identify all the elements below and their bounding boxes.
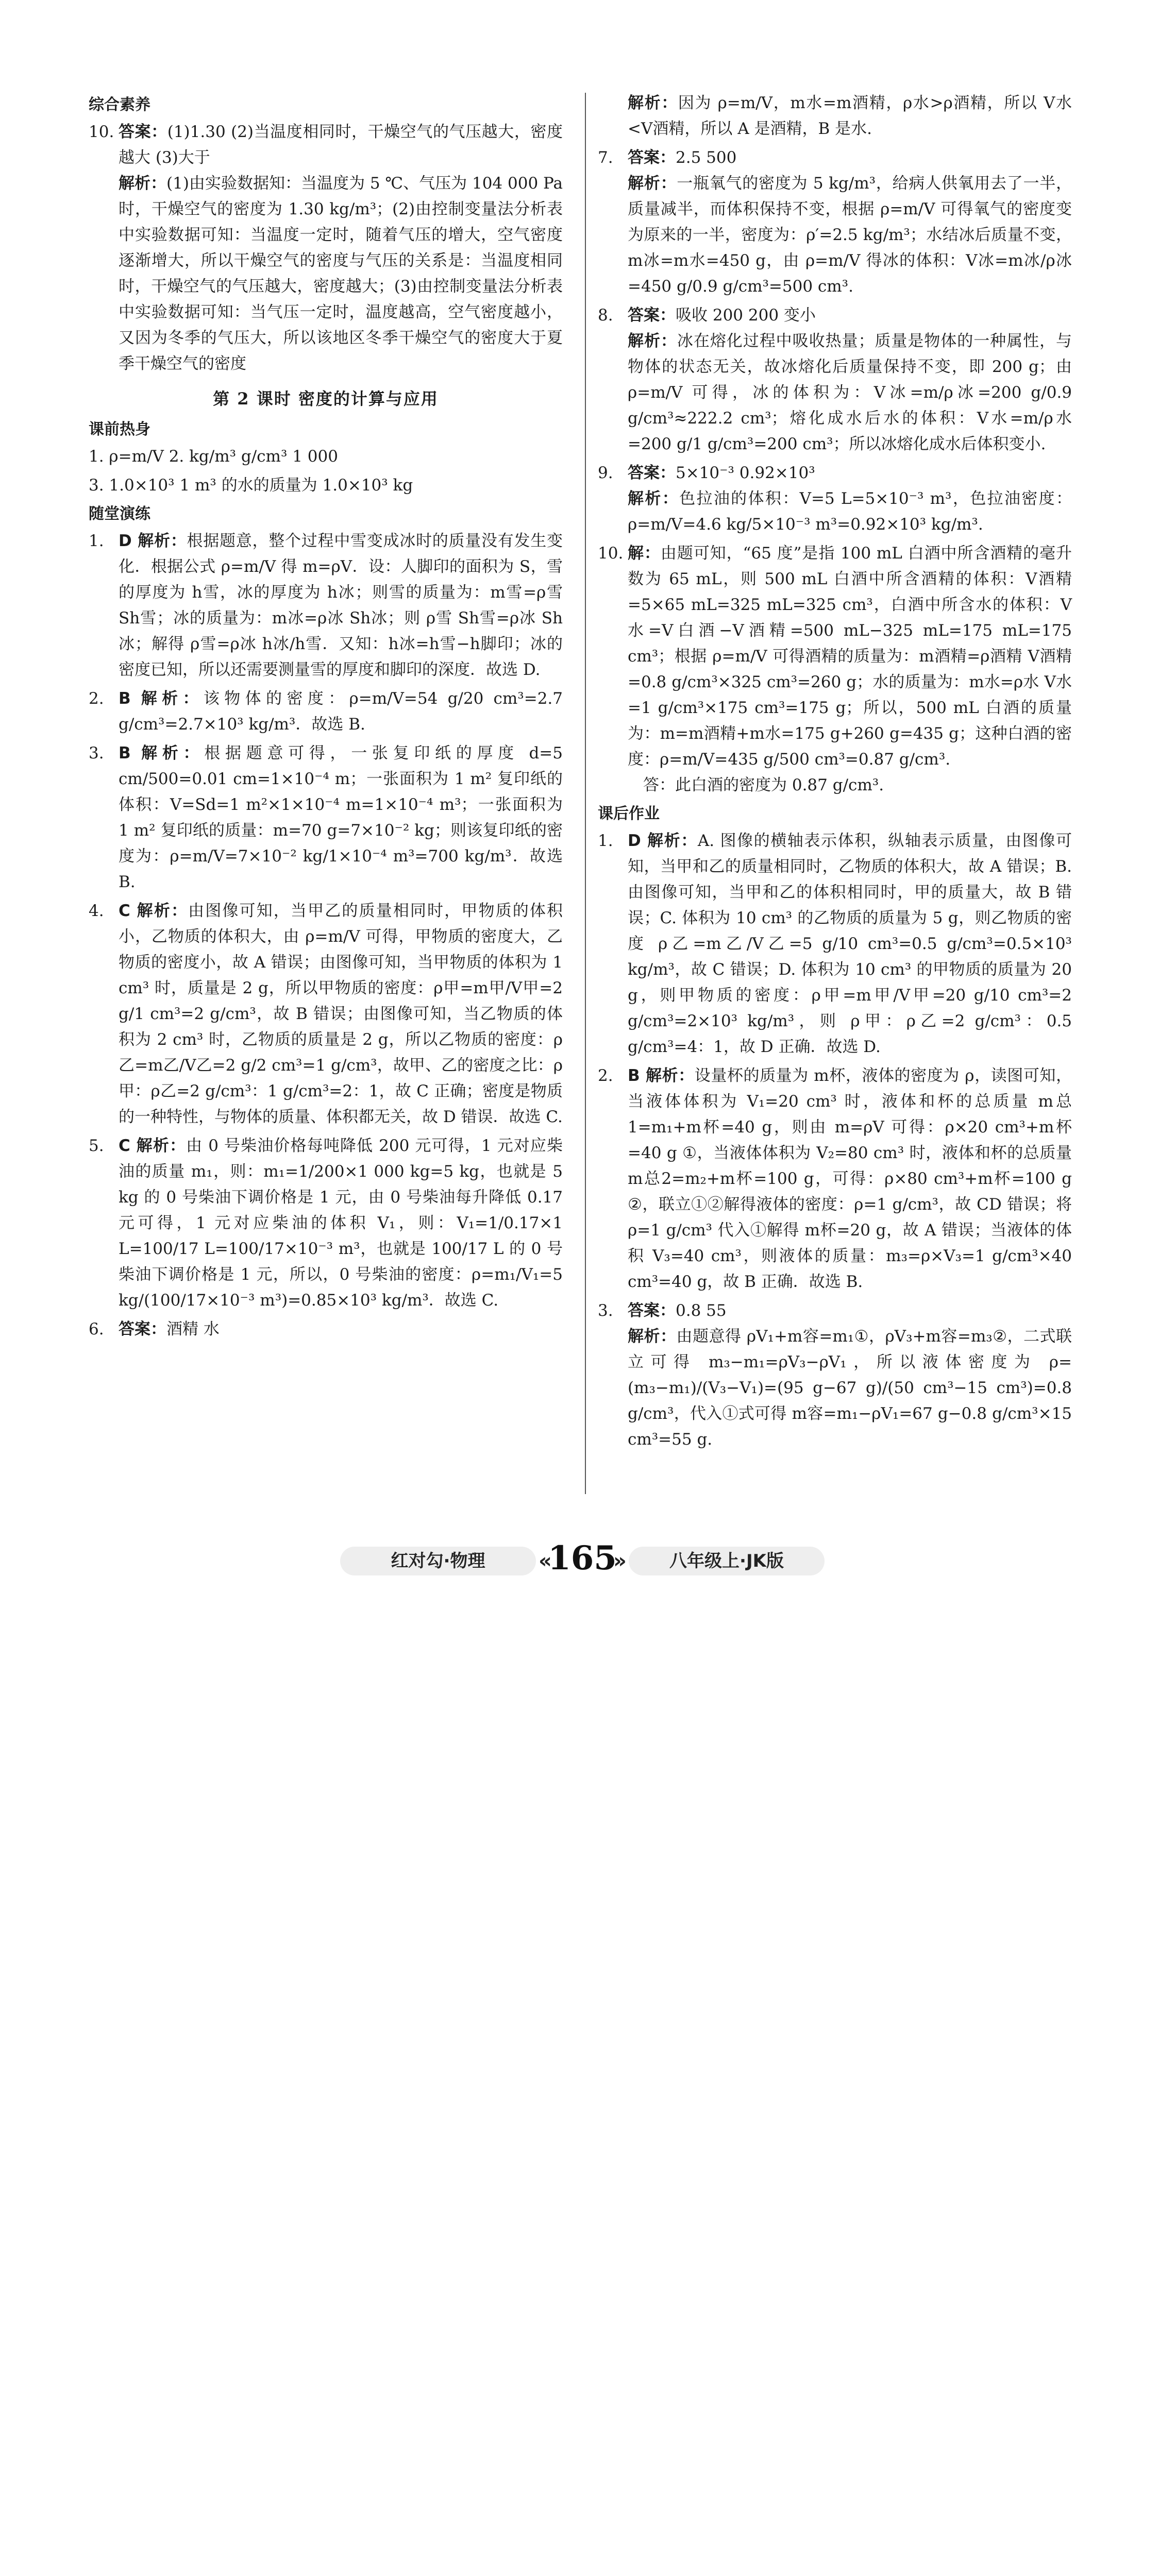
question-number: 3. bbox=[598, 1301, 613, 1320]
answer-label: C 解析： bbox=[119, 1137, 187, 1155]
question-number: 8. bbox=[598, 306, 613, 325]
practice-10 bbox=[598, 540, 1072, 798]
practice-4 bbox=[89, 898, 563, 1130]
question-number: 1. bbox=[89, 532, 104, 550]
right-column bbox=[598, 90, 1072, 1455]
explanation-text: 由题意得 ρV₁+m容=m₁①，ρV₃+m容=m₃②，二式联立可得 m₃−m₁=ρV₃−ρV₁，所以液体密度为 ρ=(m₃−m₁)/(V₃−V₁)=(95 g−67 g)/(50 cm³−15 cm³)=0.8 g/cm³，代入①式可得 m容=m₁−ρV₁=67 g−0.8 g/cm³×15 cm³=55 g. bbox=[628, 1327, 1072, 1449]
final-answer: 答：此白酒的密度为 0.87 g/cm³. bbox=[643, 776, 884, 794]
warmup-line-3: 3. 1.0×10³ 1 m³ 的水的质量为 1.0×10³ kg bbox=[89, 476, 413, 495]
question-number: 10. bbox=[89, 123, 114, 141]
question-number: 2. bbox=[89, 689, 104, 708]
lesson-title: 第 2 课时 密度的计算与应用 bbox=[213, 389, 439, 409]
practice-7 bbox=[598, 145, 1072, 299]
answer-label: 答案： bbox=[119, 123, 167, 141]
explanation-text: 设量杯的质量为 m杯，液体的密度为 ρ，读图可知，当液体体积为 V₁=20 cm³ 时，液体和杯的总质量 m总1=m₁+m杯=40 g，则由 m=ρV 可得：ρ×20 cm³+m杯=40 g ①，当液体体积为 V₂=80 cm³ 时，液体和杯的总质量 m总2=m₂+m杯=100 g，可得：ρ×80 cm³+m杯=100 g ②，联立①②解得液体的密度：ρ=1 g/cm³，故 CD 错误；将 ρ=1 g/cm³ 代入①解得 m杯=20 g，故 A 错误；当液体的体积 V₃=40 cm³，则液体的质量：m₃=ρ×V₃=1 g/cm³×40 cm³=40 g，故 B 正确．故选 B. bbox=[628, 1066, 1072, 1291]
answer-label: 答案： bbox=[628, 306, 676, 325]
question-number: 3. bbox=[89, 744, 104, 762]
explanation-text: 由 0 号柴油价格每吨降低 200 元可得，1 元对应柴油的质量 m₁，则：m₁=1/200×1 000 kg=5 kg，也就是 5 kg 的 0 号柴油下调价格是 1 元，由 0 号柴油每升降低 0.17 元可得，1 元对应柴油的体积 V₁，则：V₁=1/0.17×1 L=100/17 L=100/17×10⁻³ m³，也就是 100/17 L 的 0 号柴油下调价格是 1 元，所以，0 号柴油的密度：ρ=m₁/V₁=5 kg/(100/17×10⁻³ m³)=0.85×10³ kg/m³．故选 C. bbox=[119, 1137, 563, 1310]
answer-label: B 解析： bbox=[119, 744, 205, 762]
section-heading: 随堂演练 bbox=[89, 505, 150, 523]
practice-2 bbox=[89, 686, 563, 737]
answer-label: 答案： bbox=[628, 464, 676, 482]
explanation-label: 解析： bbox=[628, 1327, 677, 1346]
explanation-text: 由图像可知，当甲乙的质量相同时，甲物质的体积小，乙物质的体积大，由 ρ=m/V 可得，甲物质的密度大，乙物质的密度小，故 A 错误；由图像可知，当甲物质的体积为 1 cm³ 时，质量是 2 g，所以甲物质的密度：ρ甲=m甲/V甲=2 g/1 cm³=2 g/cm³，故 B 错误；由图像可知，当乙物质的体积为 2 cm³ 时，乙物质的质量是 2 g，所以乙物质的密度：ρ乙=m乙/V乙=2 g/2 cm³=1 g/cm³，故甲、乙的密度之比：ρ甲：ρ乙=2 g/cm³：1 g/cm³=2：1，故 C 正确；密度是物质的一种特性，与物体的质量、体积都无关，故 D 错误．故选 C. bbox=[119, 902, 563, 1126]
answer-text: 吸收 200 200 变小 bbox=[676, 306, 816, 325]
question-number: 6. bbox=[89, 1320, 104, 1338]
explanation-text: 该物体的密度：ρ=m/V=54 g/20 cm³=2.7 g/cm³=2.7×10³ kg/m³．故选 B. bbox=[119, 689, 563, 734]
homework-2 bbox=[598, 1063, 1072, 1295]
question-10 bbox=[89, 119, 563, 377]
answer-label: 答案： bbox=[119, 1320, 166, 1338]
answer-text: (1)1.30 (2)当温度相同时，干燥空气的气压越大，密度越大 (3)大于 bbox=[119, 123, 563, 167]
answer-label: 答案： bbox=[628, 1301, 676, 1320]
solution-text: 由题可知，“65 度”是指 100 mL 白酒中所含酒精的毫升数为 65 mL，则 500 mL 白酒中所含酒精的体积：V酒精=5×65 mL=325 mL=325 cm³，白酒中所含水的体积：V水=V白酒−V酒精=500 mL−325 mL=175 mL=175 cm³；根据 ρ=m/V 可得酒精的质量为：m酒精=ρ酒精 V酒精=0.8 g/cm³×325 cm³=260 g；水的质量为：m水=ρ水 V水=1 g/cm³×175 cm³=175 g；所以，500 mL 白酒的质量为：m=m酒精+m水=175 g+260 g=435 g；这种白酒的密度：ρ=m/V=435 g/500 cm³=0.87 g/cm³. bbox=[628, 544, 1072, 769]
answer-text: 5×10⁻³ 0.92×10³ bbox=[676, 464, 815, 482]
practice-1 bbox=[89, 528, 563, 683]
answer-text: 酒精 水 bbox=[166, 1320, 220, 1338]
question-number: 10. bbox=[598, 544, 624, 563]
explanation-text: 根据题意，整个过程中雪变成冰时的质量没有发生变化．根据公式 ρ=m/V 得 m=ρV．设：人脚印的面积为 S，雪的厚度为 h雪，冰的厚度为 h冰；则雪的质量为：m雪=ρ雪 Sh雪；冰的质量为：m冰=ρ冰 Sh冰；则 ρ雪 Sh雪=ρ冰 Sh冰；解得 ρ雪=ρ冰 h冰/h雪．又知：h冰=h雪−h脚印；冰的密度已知，所以还需要测量雪的厚度和脚印的深度．故选 D. bbox=[119, 532, 563, 679]
explanation-label: 解析： bbox=[119, 174, 167, 193]
explanation-text: A. 图像的横轴表示体积，纵轴表示质量，由图像可知，当甲和乙的质量相同时，乙物质的体积大，故 A 错误；B. 由图像可知，当甲和乙的体积相同时，甲的质量大，故 B 错误；C. 体积为 10 cm³ 的乙物质的质量为 5 g，则乙物质的密度 ρ乙=m乙/V乙=5 g/10 cm³=0.5 g/cm³=0.5×10³ kg/m³，故 C 错误；D. 体积为 10 cm³ 的甲物质的质量为 20 g，则甲物质的密度：ρ甲=m甲/V甲=20 g/10 cm³=2 g/cm³=2×10³ kg/m³，则 ρ甲：ρ乙=2 g/cm³：0.5 g/cm³=4：1，故 D 正确．故选 D. bbox=[628, 832, 1072, 1056]
page-footer bbox=[0, 1535, 1159, 1582]
warmup-line-1: 1. ρ=m/V 2. kg/m³ g/cm³ 1 000 bbox=[89, 447, 338, 466]
question-number: 5. bbox=[89, 1137, 104, 1155]
homework-1 bbox=[598, 828, 1072, 1060]
question-number: 1. bbox=[598, 832, 613, 850]
explanation-text: 色拉油的体积：V=5 L=5×10⁻³ m³，色拉油密度：ρ=m/V=4.6 kg/5×10⁻³ m³=0.92×10³ kg/m³. bbox=[628, 489, 1072, 534]
question-number: 4. bbox=[89, 902, 104, 920]
explanation-label: 解析： bbox=[628, 94, 678, 112]
explanation-text: 因为 ρ=m/V，m水=m酒精，ρ水>ρ酒精，所以 V水<V酒精，所以 A 是酒精，B 是水. bbox=[628, 94, 1072, 138]
answer-label: B 解析： bbox=[119, 689, 204, 708]
practice-5 bbox=[89, 1133, 563, 1313]
answer-text: 0.8 55 bbox=[676, 1301, 727, 1320]
question-number: 9. bbox=[598, 464, 613, 482]
answer-text: 2.5 500 bbox=[676, 148, 737, 167]
section-heading: 综合素养 bbox=[89, 96, 150, 114]
explanation-label: 解析： bbox=[628, 489, 680, 508]
answer-label: C 解析： bbox=[119, 902, 189, 920]
chevron-left-icon: « bbox=[539, 1549, 552, 1573]
section-heading: 课后作业 bbox=[598, 805, 660, 823]
footer-grade-label: 八年级上·JK版 bbox=[629, 1547, 825, 1575]
column-divider bbox=[585, 93, 586, 1494]
explanation-text: 根据题意可得，一张复印纸的厚度 d=5 cm/500=0.01 cm=1×10⁻⁴ m；一张面积为 1 m² 复印纸的体积：V=Sd=1 m²×1×10⁻⁴ m=1×10⁻⁴ m³；一张面积为 1 m² 复印纸的质量：m=70 g=7×10⁻² kg；则该复印纸的密度为：ρ=m/V=7×10⁻² kg/1×10⁻⁴ m³=700 kg/m³．故选 B. bbox=[119, 744, 563, 891]
footer-book-label: 红对勾·物理 bbox=[340, 1547, 536, 1575]
explanation-label: 解析： bbox=[628, 174, 677, 193]
left-column bbox=[89, 90, 563, 1345]
explanation-text: 冰在熔化过程中吸收热量；质量是物体的一种属性，与物体的状态无关，故冰熔化后质量保持不变，即 200 g；由 ρ=m/V 可得，冰的体积为：V冰=m/ρ冰=200 g/0.9 g/cm³≈222.2 cm³；熔化成水后水的体积：V水=m/ρ水=200 g/1 g/cm³=200 cm³；所以冰熔化成水后体积变小. bbox=[628, 332, 1072, 453]
section-heading: 课前热身 bbox=[89, 420, 150, 438]
practice-3 bbox=[89, 740, 563, 895]
answer-label: B 解析： bbox=[628, 1066, 695, 1085]
practice-8 bbox=[598, 302, 1072, 457]
question-number: 2. bbox=[598, 1066, 613, 1085]
solution-label: 解： bbox=[628, 544, 661, 563]
question-number: 7. bbox=[598, 148, 613, 167]
answer-label: D 解析： bbox=[119, 532, 187, 550]
explanation-text: (1)由实验数据知：当温度为 5 ℃、气压为 104 000 Pa 时，干燥空气的密度为 1.30 kg/m³；(2)由控制变量法分析表中实验数据可知：当温度一定时，随着气压的增大，空气密度逐渐增大，所以干燥空气的密度与气压的关系是：当温度相同时，干燥空气的气压越大，密度越大；(3)由控制变量法分析表中实验数据可知：当气压一定时，温度越高，空气密度越小，又因为冬季的气压大，所以该地区冬季干燥空气的密度大于夏季干燥空气的密度 bbox=[119, 174, 563, 373]
answer-label: 答案： bbox=[628, 148, 676, 167]
explanation-label: 解析： bbox=[628, 332, 677, 350]
chevron-right-icon: » bbox=[613, 1549, 627, 1573]
answer-label: D 解析： bbox=[628, 832, 698, 850]
practice-6 bbox=[89, 1316, 563, 1342]
page-number: 165 bbox=[548, 1539, 617, 1578]
practice-9 bbox=[598, 460, 1072, 537]
homework-3 bbox=[598, 1298, 1072, 1452]
explanation-text: 一瓶氧气的密度为 5 kg/m³，给病人供氧用去了一半，质量减半，而体积保持不变，根据 ρ=m/V 可得氧气的密度变为原来的一半，密度为：ρ′=2.5 kg/m³；水结冰后质量不变，m冰=m水=450 g，由 ρ=m/V 得冰的体积：V冰=m冰/ρ冰=450 g/0.9 g/cm³=500 cm³. bbox=[628, 174, 1072, 296]
practice-6-explanation bbox=[598, 90, 1072, 142]
